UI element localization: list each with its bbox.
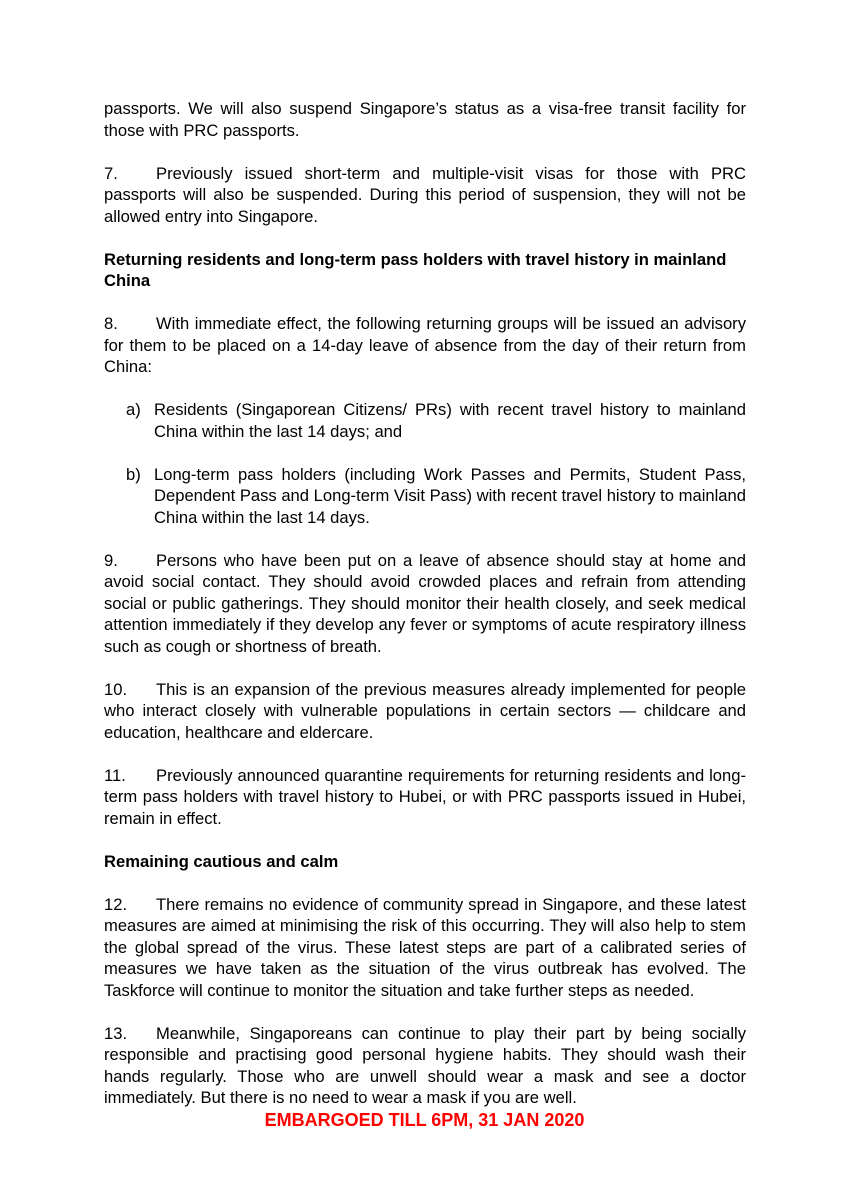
list-item-text: Long-term pass holders (including Work Passes and Permits, Student Pass, Dependent Pass and Long-term Visit Pass) with recent travel history to mainland China within the last 14 days. <box>154 464 746 527</box>
paragraph-9 <box>104 550 746 658</box>
paragraph-8 <box>104 313 746 378</box>
paragraph-12 <box>104 894 746 1002</box>
document-body <box>104 98 746 1130</box>
list-marker: b) <box>126 464 141 484</box>
paragraph-text: Previously announced quarantine requirements for returning residents and long-term pass holders with travel history to Hubei, or with PRC passports issued in Hubei, remain in effect. <box>104 765 746 828</box>
paragraph-number: 11. <box>104 765 126 785</box>
paragraph-13 <box>104 1023 746 1109</box>
paragraph-number: 7. <box>104 163 118 183</box>
paragraph-number: 8. <box>104 314 118 333</box>
embargo-notice: EMBARGOED TILL 6PM, 31 JAN 2020 <box>264 1110 585 1130</box>
paragraph-10 <box>104 679 746 744</box>
paragraph-text: Meanwhile, Singaporeans can continue to play their part by being socially responsible and practising good personal hygiene habits. They should wash their hands regularly. Those who are unwell should wear a mask and see a doctor immediately. But there is no need to wear a mask if you are well. <box>104 1023 746 1107</box>
paragraph-text: Previously issued short-term and multiple-visit visas for those with PRC passports will also be suspended. During this period of suspension, they will not be allowed entry into Singapore. <box>104 163 746 226</box>
list-item-b <box>104 464 746 529</box>
list-item-a <box>104 399 746 442</box>
lead-paragraph: passports. We will also suspend Singapore’s status as a visa-free transit facility for those with PRC passports. <box>104 99 746 140</box>
section-heading-returning-residents: Returning residents and long-term pass holders with travel history in mainland China <box>104 249 727 290</box>
paragraph-text: This is an expansion of the previous measures already implemented for people who interact closely with vulnerable populations in certain sectors — childcare and education, healthcare and eldercare. <box>104 679 746 742</box>
paragraph-number: 12. <box>104 894 128 914</box>
paragraph-text: There remains no evidence of community spread in Singapore, and these latest measures are aimed at minimising the risk of this occurring. They will also help to stem the global spread of the virus. These latest steps are part of a calibrated series of measures we have taken as the situation of the virus outbreak has evolved. The Taskforce will continue to monitor the situation and take further steps as needed. <box>104 894 746 1000</box>
section-heading-remaining-cautious: Remaining cautious and calm <box>104 851 339 871</box>
paragraph-text: With immediate effect, the following returning groups will be issued an advisory for them to be placed on a 14-day leave of absence from the day of their return from China: <box>104 314 746 376</box>
paragraph-11 <box>104 765 746 830</box>
paragraph-number: 9. <box>104 550 118 570</box>
paragraph-7 <box>104 163 746 228</box>
paragraph-text: Persons who have been put on a leave of absence should stay at home and avoid social contact. They should avoid crowded places and refrain from attending social or public gatherings. They should monitor their health closely, and seek medical attention immediately if they develop any fever or symptoms of acute respiratory illness such as cough or shortness of breath. <box>104 550 746 656</box>
paragraph-number: 10. <box>104 679 128 699</box>
list-marker: a) <box>126 400 141 419</box>
paragraph-number: 13. <box>104 1023 128 1043</box>
list-item-text: Residents (Singaporean Citizens/ PRs) with recent travel history to mainland China within the last 14 days; and <box>154 400 746 441</box>
